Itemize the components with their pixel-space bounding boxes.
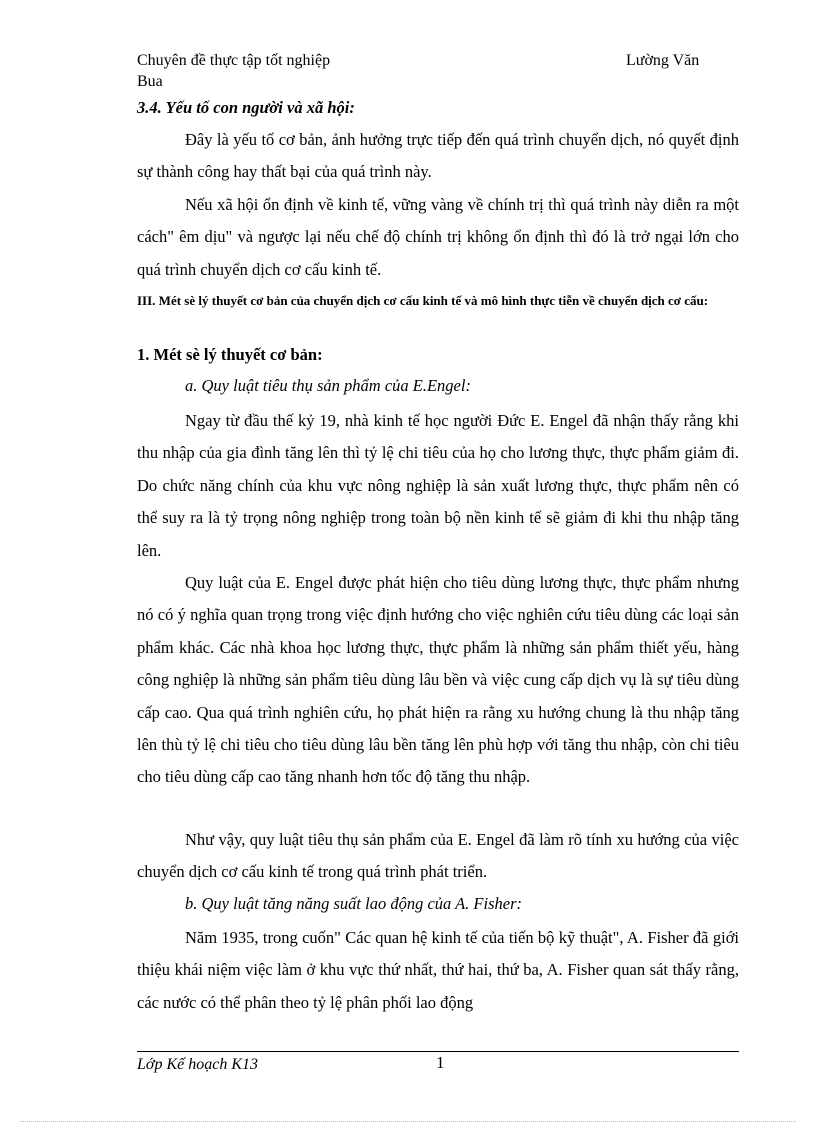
section-1-heading: 1. Mét sè lý thuyết cơ bản:	[137, 345, 323, 364]
subsection-a-paragraph: Như vậy, quy luật tiêu thụ sản phẩm của E. Engel đã làm rõ tính xu hướng của việc chuyển dịch cơ cấu kinh tế trong quá trình phát triển.	[137, 830, 739, 882]
section-III-heading: III. Mét sè lý thuyết cơ bản của chuyển dịch cơ cấu kinh tế và mô hình thực tiễn về chuyển dịch cơ cấu:	[137, 293, 709, 308]
subsection-b-heading: b. Quy luật tăng năng suất lao động của A. Fisher:	[185, 894, 523, 913]
footer-class-label: Lớp Kế hoạch K13	[137, 1056, 258, 1073]
page-number: 1	[436, 1053, 445, 1072]
header-author: Lường Văn	[626, 52, 700, 69]
section-3-4-paragraph: Nếu xã hội ổn định về kinh tế, vững vàng về chính trị thì quá trình này diễn ra một cách" êm dịu" và ngược lại nếu chế độ chính trị không ổn định thì đó là trở ngại lớn cho quá trình chuyển dịch cơ cấu kinh tế.	[137, 195, 739, 279]
header-author-continued: Bua	[137, 73, 163, 90]
page-bottom-edge	[20, 1121, 796, 1122]
section-3-4-heading: 3.4. Yếu tố con người và xã hội:	[137, 98, 355, 117]
subsection-b-paragraph: Năm 1935, trong cuốn" Các quan hệ kinh tế của tiến bộ kỹ thuật", A. Fisher đã giới thiệu khái niệm việc làm ở khu vực thứ nhất, thứ hai, thứ ba, A. Fisher quan sát thấy rằng, các nước có thể phân theo tỷ lệ phân phối lao động	[137, 928, 739, 1012]
subsection-a-paragraph: Quy luật của E. Engel được phát hiện cho tiêu dùng lương thực, thực phẩm nhưng nó có ý nghĩa quan trọng trong việc định hướng cho việc nghiên cứu tiêu dùng các loại sản phẩm khác. Các nhà khoa học lương thực, thực phẩm là những sản phẩm thiết yếu, hàng công nghiệp là những sản phẩm tiêu dùng lâu bền và việc cung cấp dịch vụ là sự tiêu dùng cấp cao. Qua quá trình nghiên cứu, họ phát hiện ra rằng xu hướng chung là thu nhập tăng lên thù tỷ lệ chi tiêu cho tiêu dùng lâu bền tăng lên phù hợp với tăng thu nhập, còn chi tiêu cho tiêu dùng cấp cao tăng nhanh hơn tốc độ tăng thu nhập.	[137, 573, 739, 787]
footer-divider	[137, 1051, 739, 1052]
subsection-a-paragraph: Ngay từ đầu thế kỷ 19, nhà kinh tế học người Đức E. Engel đã nhận thấy rằng khi thu nhập của gia đình tăng lên thì tỷ lệ chi tiêu của họ cho lương thực, thực phẩm giảm đi. Do chức năng chính của khu vực nông nghiệp là sản xuất lương thực, thực phẩm nên có thể suy ra là tỷ trọng nông nghiệp trong toàn bộ nền kinh tế sẽ giảm đi khi thu nhập tăng lên.	[137, 411, 739, 560]
subsection-a-heading: a. Quy luật tiêu thụ sản phẩm của E.Engel:	[185, 376, 471, 395]
header-title: Chuyên đề thực tập tốt nghiệp	[137, 52, 331, 69]
section-3-4-paragraph: Đây là yếu tố cơ bản, ảnh hưởng trực tiếp đến quá trình chuyển dịch, nó quyết định sự thành công hay thất bại của quá trình này.	[137, 130, 739, 182]
